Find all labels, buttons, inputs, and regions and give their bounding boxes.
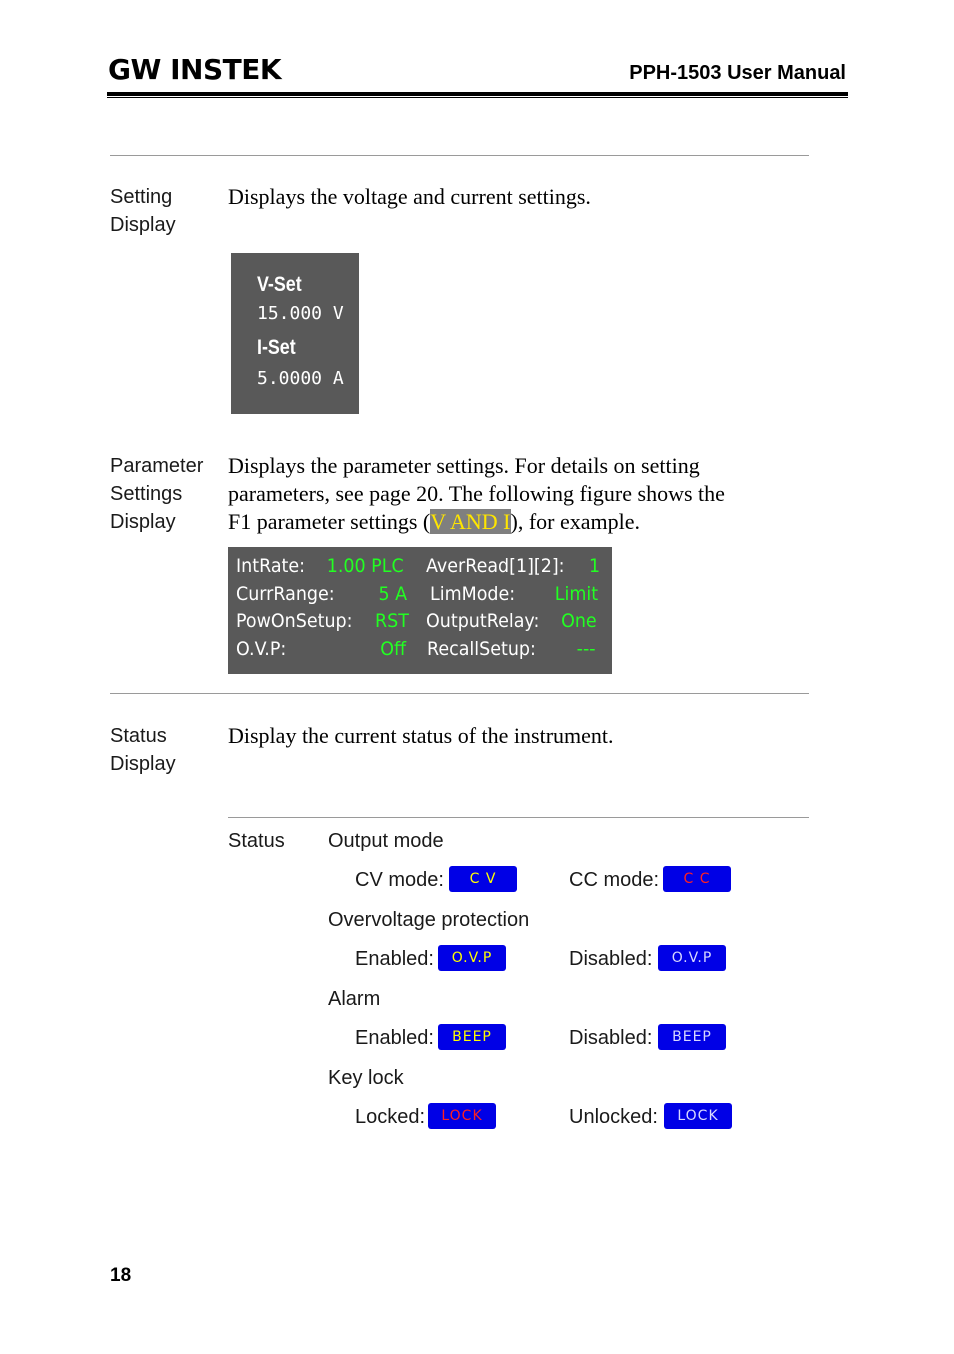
gw-instek-logo: GW INSTEK (108, 53, 282, 86)
param-value: 1 (588, 555, 600, 577)
ovp-enabled-badge: O.V.P (438, 945, 506, 971)
param-key: LimMode: (430, 583, 516, 605)
param-key: RecallSetup: (427, 638, 536, 660)
param-value: Limit (554, 583, 598, 605)
ovp-disabled-label: Disabled: (569, 948, 653, 970)
header-rule (107, 92, 848, 96)
param-key: IntRate: (236, 555, 306, 577)
unlocked-label: Unlocked: (569, 1106, 658, 1128)
locked-label: Locked: (355, 1106, 426, 1128)
output-mode-title: Output mode (328, 830, 444, 852)
setting-display-panel (231, 253, 359, 414)
page-number: 18 (110, 1265, 132, 1286)
param-value: Off (380, 638, 406, 660)
status-table-rule (228, 817, 809, 818)
cv-mode-label: CV mode: (355, 869, 444, 891)
iset-label: I-Set (257, 336, 296, 359)
alarm-title: Alarm (328, 988, 381, 1010)
setting-display-description: Displays the voltage and current settings. (228, 184, 591, 209)
manual-title: PPH-1503 User Manual (629, 62, 846, 84)
setting-display-label: Setting Display (110, 186, 176, 236)
parameter-display-panel (228, 547, 612, 674)
iset-value: 5.0000 A (257, 368, 344, 389)
parameter-display-label: Parameter Settings Display (110, 455, 204, 533)
ovp-disabled-badge: O.V.P (658, 945, 726, 971)
unlocked-badge: LOCK (664, 1103, 732, 1129)
param-key: O.V.P: (236, 638, 287, 660)
vset-value: 15.000 V (257, 303, 344, 324)
ovp-title: Overvoltage protection (328, 909, 530, 931)
alarm-enabled-label: Enabled: (355, 1027, 434, 1049)
param-key: CurrRange: (236, 583, 335, 605)
section-divider (110, 155, 809, 156)
vset-label: V-Set (257, 273, 302, 296)
param-value: --- (577, 638, 596, 660)
f1-mode-highlight: V AND I (430, 509, 511, 534)
section-divider (110, 693, 809, 694)
param-value: RST (375, 610, 409, 632)
cv-mode-badge: C V (449, 866, 517, 892)
status-column-label: Status (228, 830, 285, 852)
param-value: One (561, 610, 597, 632)
status-display-label: Status Display (110, 725, 176, 775)
cc-mode-label: CC mode: (569, 869, 660, 891)
cc-mode-badge: C C (663, 866, 731, 892)
param-value: 1.00 PLC (327, 555, 404, 577)
header-rule-thin (107, 97, 848, 98)
ovp-enabled-label: Enabled: (355, 948, 434, 970)
param-key: AverRead[1][2]: (426, 555, 565, 577)
param-key: PowOnSetup: (236, 610, 353, 632)
param-key: OutputRelay: (426, 610, 540, 632)
param-value: 5 A (378, 583, 407, 605)
status-display-description: Display the current status of the instrument. (228, 723, 614, 748)
locked-badge: LOCK (428, 1103, 496, 1129)
parameter-display-description: Displays the parameter settings. For details on setting parameters, see page 20. The following figure shows the F1 parameter settings (V AND I), for example. (228, 453, 725, 534)
keylock-title: Key lock (328, 1067, 404, 1089)
alarm-enabled-badge: BEEP (438, 1024, 506, 1050)
alarm-disabled-label: Disabled: (569, 1027, 653, 1049)
alarm-disabled-badge: BEEP (658, 1024, 726, 1050)
